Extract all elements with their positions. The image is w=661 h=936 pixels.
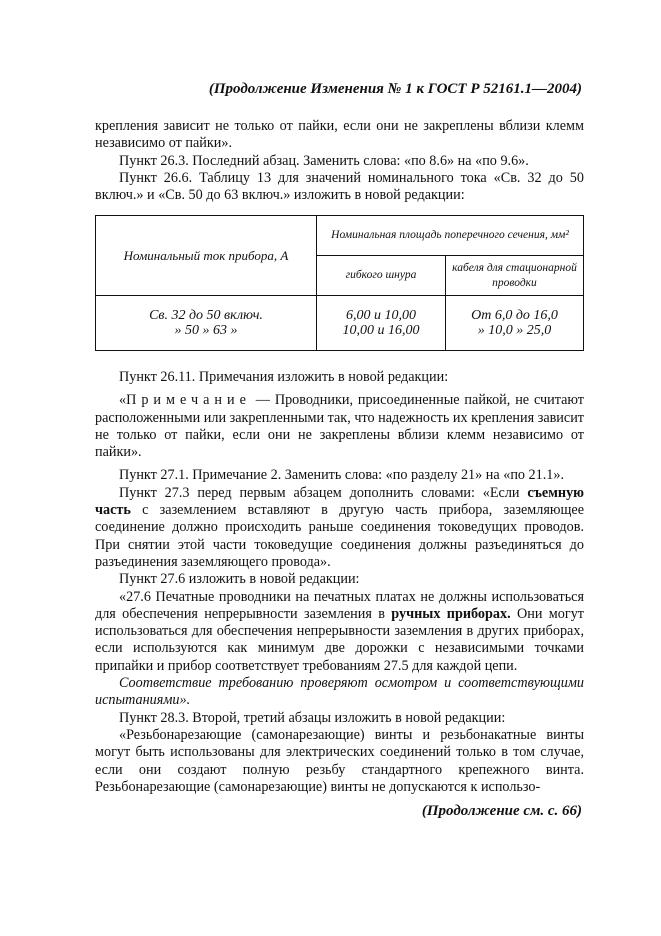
paragraph-26-11: Пункт 26.11. Примечания изложить в новой редакции: bbox=[119, 369, 449, 385]
table-cell-fixed-wiring: От 6,0 до 16,0 » 10,0 » 25,0 bbox=[446, 296, 584, 351]
table-header-current: Номинальный ток прибора, А bbox=[96, 216, 317, 296]
paragraph-continuation: крепления зависит не только от пайки, если они не закреплены вблизи клемм независимо от пайки». bbox=[95, 118, 584, 152]
table-header-fixed-wiring: кабеля для стационарной проводки bbox=[446, 256, 584, 296]
paragraph-27-3: Пункт 27.3 перед первым абзацем дополнить словами: «Если съемную часть с заземлением вставляют в другую часть прибора, заземляющее соединение должно происходить раньше соединения токоведущих проводов. При снятии этой части токоведущие соединения должны разъединяться до разъединения заземляющего провода». bbox=[95, 484, 584, 570]
paragraph-27-1: Пункт 27.1. Примечание 2. Заменить слова: «по разделу 21» на «по 21.1». bbox=[119, 467, 565, 484]
note-paragraph: «Примечание — Проводники, присоединенные пайкой, не считают расположенными или закрепленными так, что надежность их крепления зависит не только от пайки, если они не закреплены вблизи клемм независимо от пайки». bbox=[95, 392, 584, 461]
paragraph-28-3-text: «Резьбонарезающие (самонарезающие) винты и резьбонакатные винты могут быть использованы для электрических соединений только в том случае, если они создают полную резьбу стандартного крепежного винта. Резьбонарезающие (самонарезающие) винты не допускаются к использо- bbox=[95, 726, 584, 795]
paragraph-compliance: Соответствие требованию проверяют осмотром и соответствующими испытаниями». bbox=[95, 675, 584, 709]
table-data-row bbox=[96, 296, 584, 351]
paragraph-27-6: Пункт 27.6 изложить в новой редакции: bbox=[119, 571, 360, 588]
paragraph-26-6: Пункт 26.6. Таблицу 13 для значений номинального тока «Св. 32 до 50 включ.» и «Св. 50 до 63 включ.» изложить в новой редакции: bbox=[95, 169, 584, 204]
table-header-cross-section: Номинальная площадь поперечного сечения, мм² bbox=[317, 216, 584, 256]
table-13 bbox=[95, 215, 584, 351]
body-block-main bbox=[95, 369, 584, 796]
note-label: Примечание bbox=[126, 392, 251, 409]
table-header-flex-cord: гибкого шнура bbox=[317, 256, 446, 296]
page-footer: (Продолжение см. с. 66) bbox=[421, 803, 582, 819]
body-block-top bbox=[95, 118, 584, 204]
paragraph-26-3: Пункт 26.3. Последний абзац. Заменить слова: «по 8.6» на «по 9.6». bbox=[119, 152, 529, 169]
table-cell-current: Св. 32 до 50 включ. » 50 » 63 » bbox=[96, 296, 317, 351]
paragraph-28-3: Пункт 28.3. Второй, третий абзацы изложить в новой редакции: bbox=[119, 709, 506, 726]
table-cell-flex-cord: 6,00 и 10,00 10,00 и 16,00 bbox=[317, 296, 446, 351]
table-header-row bbox=[96, 216, 584, 256]
paragraph-27-6-text: «27.6 Печатные проводники на печатных платах не должны использоваться для обеспечения непрерывности заземления в ручных приборах. Они могут использоваться для обеспечения непрерывности заземления в других приборах, если используются как минимум две дорожки с независимыми точками припайки и прибор соответствует требованиям 27.5 для каждой цепи. bbox=[95, 588, 584, 674]
page-header: (Продолжение Изменения № 1 к ГОСТ Р 52161.1—2004) bbox=[208, 81, 582, 97]
